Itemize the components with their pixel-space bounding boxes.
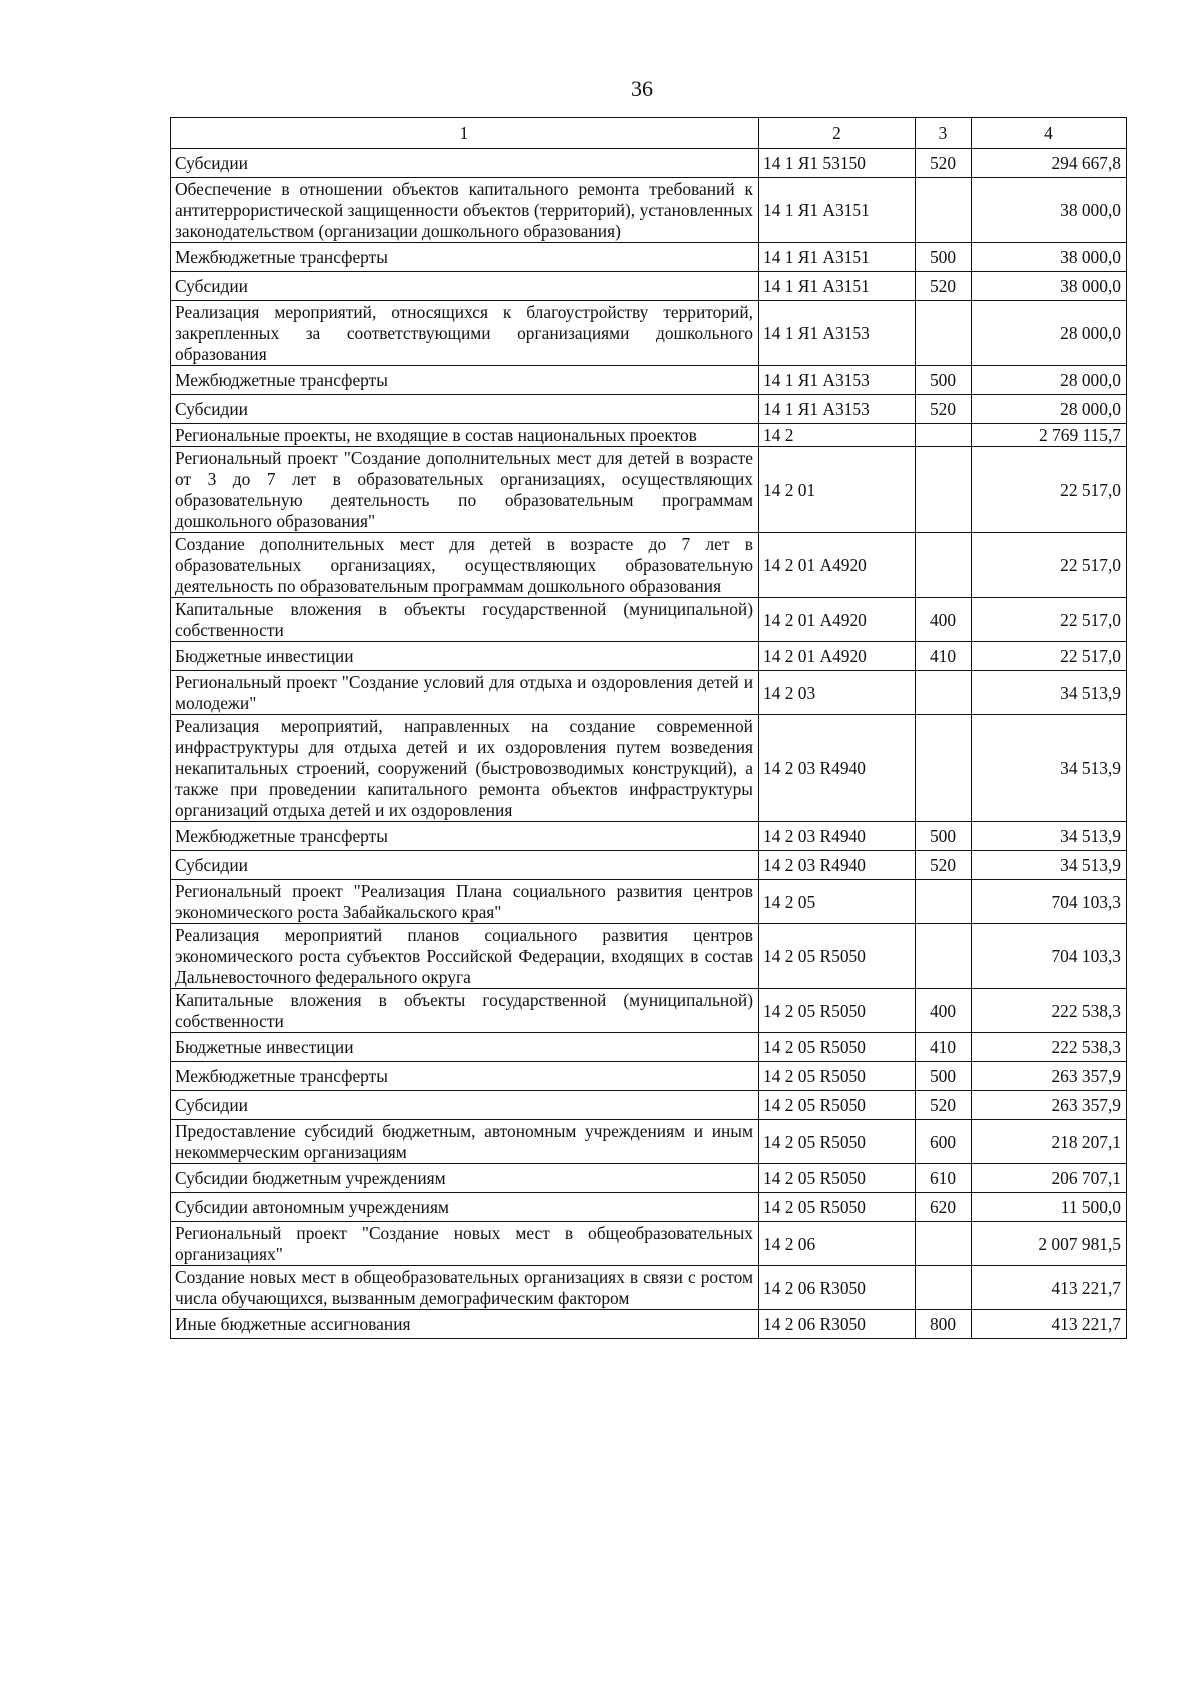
table-row [171, 642, 1127, 671]
row-amount-cell: 294 667,8 [972, 149, 1127, 178]
row-type-cell: 520 [916, 1091, 972, 1120]
row-amount-cell: 704 103,3 [972, 924, 1127, 989]
row-type-cell: 400 [916, 598, 972, 642]
row-code-cell: 14 2 05 R5050 [759, 1033, 916, 1062]
row-amount-cell: 28 000,0 [972, 366, 1127, 395]
budget-table [170, 117, 1127, 1339]
row-amount-cell: 413 221,7 [972, 1266, 1127, 1310]
row-code-cell: 14 2 01 А4920 [759, 533, 916, 598]
row-code-cell: 14 2 01 А4920 [759, 598, 916, 642]
row-name-cell: Межбюджетные трансферты [171, 822, 759, 851]
row-name-cell: Межбюджетные трансферты [171, 366, 759, 395]
row-name-cell: Субсидии автономным учреждениям [171, 1193, 759, 1222]
row-amount-cell: 38 000,0 [972, 243, 1127, 272]
table-row [171, 366, 1127, 395]
table-row [171, 272, 1127, 301]
header-col-1: 1 [171, 118, 759, 149]
row-code-cell: 14 2 01 [759, 447, 916, 533]
row-code-cell: 14 2 06 [759, 1222, 916, 1266]
page-number: 36 [631, 76, 653, 101]
table-row [171, 149, 1127, 178]
table-row [171, 715, 1127, 822]
row-amount-cell: 222 538,3 [972, 1033, 1127, 1062]
row-code-cell: 14 2 03 R4940 [759, 822, 916, 851]
row-type-cell: 500 [916, 1062, 972, 1091]
row-name-cell: Бюджетные инвестиции [171, 1033, 759, 1062]
table-row [171, 1266, 1127, 1310]
row-code-cell: 14 1 Я1 А3153 [759, 395, 916, 424]
row-type-cell: 520 [916, 851, 972, 880]
row-name-cell: Региональный проект "Создание новых мест в общеобразовательных организациях" [171, 1222, 759, 1266]
table-row [171, 1310, 1127, 1339]
row-name-cell: Обеспечение в отношении объектов капитального ремонта требований к антитеррористической защищенности объектов (территорий), установленных законодательством (организации дошкольного образования) [171, 178, 759, 243]
row-amount-cell: 34 513,9 [972, 671, 1127, 715]
row-type-cell: 520 [916, 272, 972, 301]
row-code-cell: 14 2 03 R4940 [759, 851, 916, 880]
row-type-cell [916, 301, 972, 366]
row-type-cell: 600 [916, 1120, 972, 1164]
table-row [171, 671, 1127, 715]
row-amount-cell: 34 513,9 [972, 822, 1127, 851]
table-row [171, 1091, 1127, 1120]
row-code-cell: 14 2 05 R5050 [759, 1091, 916, 1120]
row-amount-cell: 11 500,0 [972, 1193, 1127, 1222]
row-amount-cell: 218 207,1 [972, 1120, 1127, 1164]
row-type-cell [916, 447, 972, 533]
table-row [171, 1062, 1127, 1091]
table-row [171, 424, 1127, 447]
row-code-cell: 14 1 Я1 53150 [759, 149, 916, 178]
row-amount-cell: 222 538,3 [972, 989, 1127, 1033]
table-row [171, 924, 1127, 989]
row-code-cell: 14 1 Я1 А3153 [759, 366, 916, 395]
row-type-cell [916, 880, 972, 924]
row-amount-cell: 413 221,7 [972, 1310, 1127, 1339]
row-amount-cell: 28 000,0 [972, 301, 1127, 366]
row-name-cell: Межбюджетные трансферты [171, 1062, 759, 1091]
table-header-row [171, 118, 1127, 149]
row-name-cell: Создание дополнительных мест для детей в возрасте до 7 лет в образовательных организациях, осуществляющих образовательную деятельность по образовательным программам дошкольного образования [171, 533, 759, 598]
row-type-cell: 500 [916, 366, 972, 395]
table-row [171, 989, 1127, 1033]
row-type-cell: 520 [916, 149, 972, 178]
header-col-4: 4 [972, 118, 1127, 149]
row-amount-cell: 34 513,9 [972, 715, 1127, 822]
row-code-cell: 14 2 05 R5050 [759, 1120, 916, 1164]
row-type-cell: 520 [916, 395, 972, 424]
row-type-cell: 610 [916, 1164, 972, 1193]
row-name-cell: Бюджетные инвестиции [171, 642, 759, 671]
row-code-cell: 14 2 05 R5050 [759, 924, 916, 989]
row-type-cell: 410 [916, 1033, 972, 1062]
table-row [171, 1193, 1127, 1222]
table-row [171, 1164, 1127, 1193]
row-amount-cell: 22 517,0 [972, 533, 1127, 598]
row-name-cell: Региональные проекты, не входящие в состав национальных проектов [171, 424, 759, 447]
row-name-cell: Региональный проект "Создание условий для отдыха и оздоровления детей и молодежи" [171, 671, 759, 715]
row-type-cell: 620 [916, 1193, 972, 1222]
row-type-cell [916, 924, 972, 989]
row-type-cell: 400 [916, 989, 972, 1033]
row-type-cell: 500 [916, 822, 972, 851]
row-amount-cell: 2 769 115,7 [972, 424, 1127, 447]
table-row [171, 822, 1127, 851]
row-type-cell [916, 424, 972, 447]
row-code-cell: 14 2 05 R5050 [759, 989, 916, 1033]
row-amount-cell: 22 517,0 [972, 447, 1127, 533]
table-row [171, 1120, 1127, 1164]
row-name-cell: Субсидии [171, 149, 759, 178]
row-type-cell [916, 671, 972, 715]
row-name-cell: Реализация мероприятий планов социального развития центров экономического роста субъектов Российской Федерации, входящих в состав Дальневосточного федерального округа [171, 924, 759, 989]
header-col-3: 3 [916, 118, 972, 149]
row-amount-cell: 263 357,9 [972, 1062, 1127, 1091]
row-name-cell: Капитальные вложения в объекты государственной (муниципальной) собственности [171, 989, 759, 1033]
row-name-cell: Предоставление субсидий бюджетным, автономным учреждениям и иным некоммерческим организациям [171, 1120, 759, 1164]
row-amount-cell: 22 517,0 [972, 598, 1127, 642]
table-row [171, 598, 1127, 642]
row-code-cell: 14 2 03 R4940 [759, 715, 916, 822]
row-code-cell: 14 2 [759, 424, 916, 447]
row-name-cell: Создание новых мест в общеобразовательных организациях в связи с ростом числа обучающихся, вызванным демографическим фактором [171, 1266, 759, 1310]
row-name-cell: Субсидии [171, 272, 759, 301]
table-body [171, 118, 1127, 1339]
row-type-cell [916, 715, 972, 822]
table-row [171, 243, 1127, 272]
row-code-cell: 14 2 03 [759, 671, 916, 715]
row-name-cell: Региональный проект "Создание дополнительных мест для детей в возрасте от 3 до 7 лет в образовательных организациях, осуществляющих образовательную деятельность по образовательным программам дошкольного образования" [171, 447, 759, 533]
row-code-cell: 14 1 Я1 А3151 [759, 178, 916, 243]
row-name-cell: Капитальные вложения в объекты государственной (муниципальной) собственности [171, 598, 759, 642]
row-code-cell: 14 1 Я1 А3153 [759, 301, 916, 366]
row-code-cell: 14 1 Я1 А3151 [759, 243, 916, 272]
row-amount-cell: 704 103,3 [972, 880, 1127, 924]
row-name-cell: Региональный проект "Реализация Плана социального развития центров экономического роста Забайкальского края" [171, 880, 759, 924]
row-amount-cell: 263 357,9 [972, 1091, 1127, 1120]
row-code-cell: 14 2 05 R5050 [759, 1193, 916, 1222]
table-row [171, 395, 1127, 424]
row-name-cell: Реализация мероприятий, относящихся к благоустройству территорий, закрепленных за соответствующими организациями дошкольного образования [171, 301, 759, 366]
row-amount-cell: 22 517,0 [972, 642, 1127, 671]
table-row [171, 880, 1127, 924]
row-name-cell: Реализация мероприятий, направленных на создание современной инфраструктуры для отдыха детей и их оздоровления путем возведения некапитальных строений, сооружений (быстровозводимых конструкций), а также при проведении капитального ремонта объектов инфраструктуры организаций отдыха детей и их оздоровления [171, 715, 759, 822]
row-amount-cell: 206 707,1 [972, 1164, 1127, 1193]
row-amount-cell: 38 000,0 [972, 178, 1127, 243]
row-amount-cell: 34 513,9 [972, 851, 1127, 880]
row-amount-cell: 2 007 981,5 [972, 1222, 1127, 1266]
row-name-cell: Субсидии [171, 851, 759, 880]
row-code-cell: 14 2 06 R3050 [759, 1266, 916, 1310]
row-type-cell [916, 1266, 972, 1310]
row-type-cell: 410 [916, 642, 972, 671]
row-code-cell: 14 2 06 R3050 [759, 1310, 916, 1339]
table-row [171, 851, 1127, 880]
row-name-cell: Межбюджетные трансферты [171, 243, 759, 272]
table-row [171, 1222, 1127, 1266]
row-name-cell: Субсидии [171, 1091, 759, 1120]
table-row [171, 1033, 1127, 1062]
row-code-cell: 14 2 05 [759, 880, 916, 924]
row-code-cell: 14 2 01 А4920 [759, 642, 916, 671]
row-amount-cell: 28 000,0 [972, 395, 1127, 424]
row-name-cell: Иные бюджетные ассигнования [171, 1310, 759, 1339]
row-type-cell [916, 1222, 972, 1266]
header-col-2: 2 [759, 118, 916, 149]
table-row [171, 178, 1127, 243]
row-name-cell: Субсидии бюджетным учреждениям [171, 1164, 759, 1193]
row-code-cell: 14 1 Я1 А3151 [759, 272, 916, 301]
row-amount-cell: 38 000,0 [972, 272, 1127, 301]
row-code-cell: 14 2 05 R5050 [759, 1062, 916, 1091]
row-code-cell: 14 2 05 R5050 [759, 1164, 916, 1193]
row-type-cell: 500 [916, 243, 972, 272]
row-type-cell [916, 533, 972, 598]
row-name-cell: Субсидии [171, 395, 759, 424]
table-row [171, 301, 1127, 366]
row-type-cell [916, 178, 972, 243]
row-type-cell: 800 [916, 1310, 972, 1339]
table-row [171, 447, 1127, 533]
table-row [171, 533, 1127, 598]
